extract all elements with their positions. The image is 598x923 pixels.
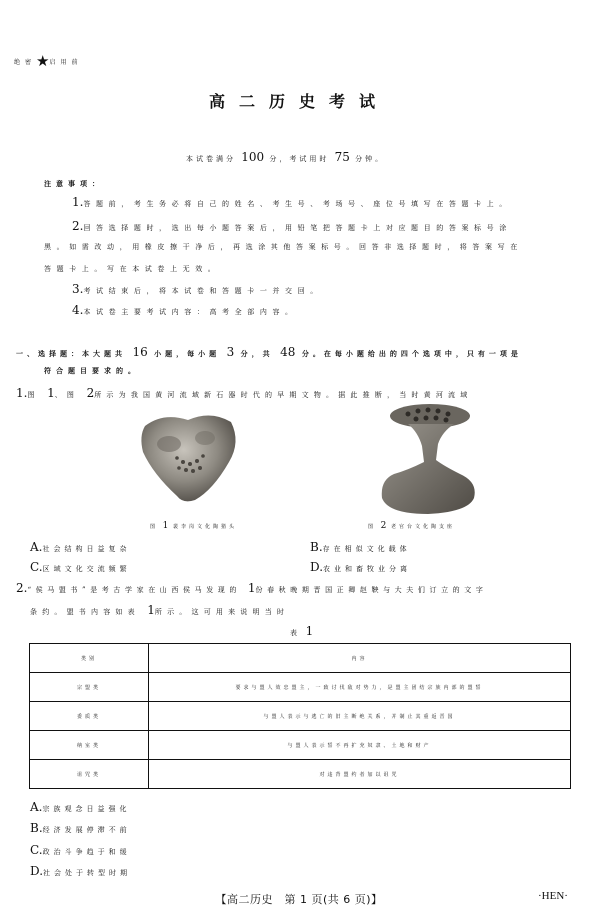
mengshu-table: [29, 643, 571, 789]
table-row: [30, 731, 571, 760]
q1-option-d[interactable]: [310, 560, 411, 574]
notice-item-4: [72, 303, 298, 317]
notice-text: 回答选择题时，选出每小题答案后，用铅笔把答题卡上对应题目的答案标号涂: [83, 224, 512, 232]
pottery-pig-head-image: [133, 404, 243, 504]
option-letter: A.: [30, 800, 43, 814]
table-cell: 与盟人表示誓不再扩充奴隶、土地和财产: [149, 731, 571, 760]
table-label-text: 表: [290, 629, 301, 637]
table-row: [30, 702, 571, 731]
option-letter: B.: [30, 821, 43, 835]
q2-text: 条约。盟书内容如表: [30, 608, 140, 616]
section-heading-line2: 符合题目要求的。: [44, 367, 140, 375]
table-header-cell: 类别: [30, 644, 149, 673]
q1-text: 图: [27, 391, 40, 399]
q2-text: 份春秋晚期晋国正卿赵鞅与大夫们订立的文字: [255, 586, 488, 594]
option-letter: C.: [30, 843, 43, 857]
option-text: 社会结构日益复杂: [42, 545, 131, 553]
notice-num: 4.: [72, 303, 84, 317]
option-letter: A.: [30, 540, 43, 554]
notice-text: 考试结束后，将本试卷和答题卡一并交回。: [83, 287, 323, 295]
confidential-mark: [14, 50, 82, 68]
notice-text: 答题卡上。写在本试卷上无效。: [44, 265, 221, 273]
q2-count: 1: [247, 581, 256, 595]
star-icon: ★: [36, 52, 50, 70]
cap-num: 2: [380, 521, 387, 531]
secret-label: 绝密: [14, 59, 37, 66]
table-cell: 要求与盟人效忠盟主，一致讨伐敌对势力，是盟主团结宗族内部的盟誓: [149, 673, 571, 702]
section-mid2: 分，共: [240, 350, 274, 358]
notice-item-2: [72, 219, 512, 233]
q1-option-c[interactable]: [30, 560, 131, 574]
points-per: 3: [226, 345, 235, 359]
q1-fig1-ref: 1: [47, 386, 55, 400]
paper-code: ·HEN·: [538, 890, 568, 902]
section-post: 分。在每小题给出的四个选项中，只有一项是: [301, 350, 522, 358]
scoring-post: 分钟。: [355, 155, 386, 163]
q2-text: “侯马盟书”是考古学家在山西侯马发现的: [27, 586, 242, 594]
option-letter: D.: [30, 864, 44, 878]
q2-option-a[interactable]: [30, 800, 130, 814]
option-text: 农业和畜牧业分离: [323, 565, 412, 573]
table-label: [290, 624, 313, 638]
total-points: 48: [280, 345, 296, 359]
page-footer: 【高二历史 第 1 页(共 6 页)】: [215, 893, 383, 906]
section-heading: [16, 345, 522, 359]
scoring-info: [186, 150, 385, 164]
notice-num: 3.: [72, 282, 84, 296]
notice-text: 黑。如需改动，用橡皮擦干净后，再选涂其他答案标号。回答非选择题时，将答案写在: [44, 243, 523, 251]
notice-num: 2.: [72, 219, 84, 233]
notice-text: 本试卷主要考试内容：高考全部内容。: [83, 308, 298, 316]
section-mid: 小题，每小题: [154, 350, 221, 358]
page-title: 高二历史考试: [208, 92, 389, 111]
question-2-stem-line2: [30, 603, 289, 617]
section-pre: 一、选择题：本大题共: [16, 350, 126, 358]
table-cell: 宗盟类: [30, 673, 149, 702]
q1-option-b[interactable]: [310, 540, 411, 554]
pottery-stand-image: [368, 402, 488, 517]
q1-text: 、图: [54, 391, 80, 399]
option-text: 社会处于转型时期: [43, 869, 132, 877]
notice-item-2-cont: [44, 242, 523, 252]
option-letter: C.: [30, 560, 43, 574]
option-letter: B.: [310, 540, 323, 554]
notice-heading: 注意事项：: [44, 180, 104, 188]
scoring-pre: 本试卷满分: [186, 155, 236, 163]
q1-text: 所示为我国黄河流域新石器时代的早期文物。据此推断，当时黄河流域: [94, 391, 473, 399]
table-label-num: 1: [305, 624, 314, 638]
q2-table-ref: 1: [147, 603, 155, 617]
table-header-row: [30, 644, 571, 673]
scoring-mid: 分，考试用时: [269, 155, 330, 163]
cap-pre: 图: [368, 524, 377, 530]
secret-tail: 启用前: [49, 59, 83, 66]
q1-fig2-ref: 2: [86, 386, 95, 400]
notice-item-2-cont2: [44, 264, 220, 274]
table-cell: 诅咒类: [30, 760, 149, 789]
q1-option-a[interactable]: [30, 540, 130, 554]
cap-num: 1: [162, 521, 169, 531]
question-2-stem: [16, 581, 487, 595]
option-text: 存在相似文化载体: [322, 545, 411, 553]
question-number: 2.: [16, 581, 28, 595]
q2-option-b[interactable]: [30, 821, 131, 835]
table-cell: 纳室类: [30, 731, 149, 760]
option-text: 宗族观念日益强化: [42, 805, 131, 813]
question-number: 1.: [16, 386, 28, 400]
notice-num: 1.: [72, 195, 84, 209]
table-cell: 委质类: [30, 702, 149, 731]
question-count: 16: [132, 345, 148, 359]
notice-item-1: [72, 195, 512, 209]
table-cell: 与盟人表示与逃亡的旧主断绝关系，并制止其重返晋国: [149, 702, 571, 731]
q2-option-c[interactable]: [30, 843, 131, 857]
figure-1-caption: [150, 521, 237, 531]
cap-text: 老官台文化陶支座: [390, 524, 455, 530]
question-1-stem: [16, 386, 472, 400]
table-header-cell: 内容: [149, 644, 571, 673]
table-row: [30, 760, 571, 789]
table-cell: 对违背盟约者加以诅咒: [149, 760, 571, 789]
option-text: 经济发展停滞不前: [42, 826, 131, 834]
notice-text: 答题前，考生务必将自己的姓名、考生号、考场号、座位号填写在答题卡上。: [83, 200, 512, 208]
option-letter: D.: [310, 560, 324, 574]
notice-item-3: [72, 282, 323, 296]
figure-2-caption: [368, 521, 455, 531]
cap-pre: 图: [150, 524, 159, 530]
full-score: 100: [241, 150, 265, 164]
q2-option-d[interactable]: [30, 864, 131, 878]
q2-text: 所示。这可用来说明当时: [154, 608, 290, 616]
cap-text: 裴李岗文化陶猪头: [172, 524, 237, 530]
exam-time: 75: [334, 150, 350, 164]
option-text: 区域文化交流频繁: [42, 565, 131, 573]
option-text: 政治斗争趋于和缓: [42, 848, 131, 856]
table-row: [30, 673, 571, 702]
